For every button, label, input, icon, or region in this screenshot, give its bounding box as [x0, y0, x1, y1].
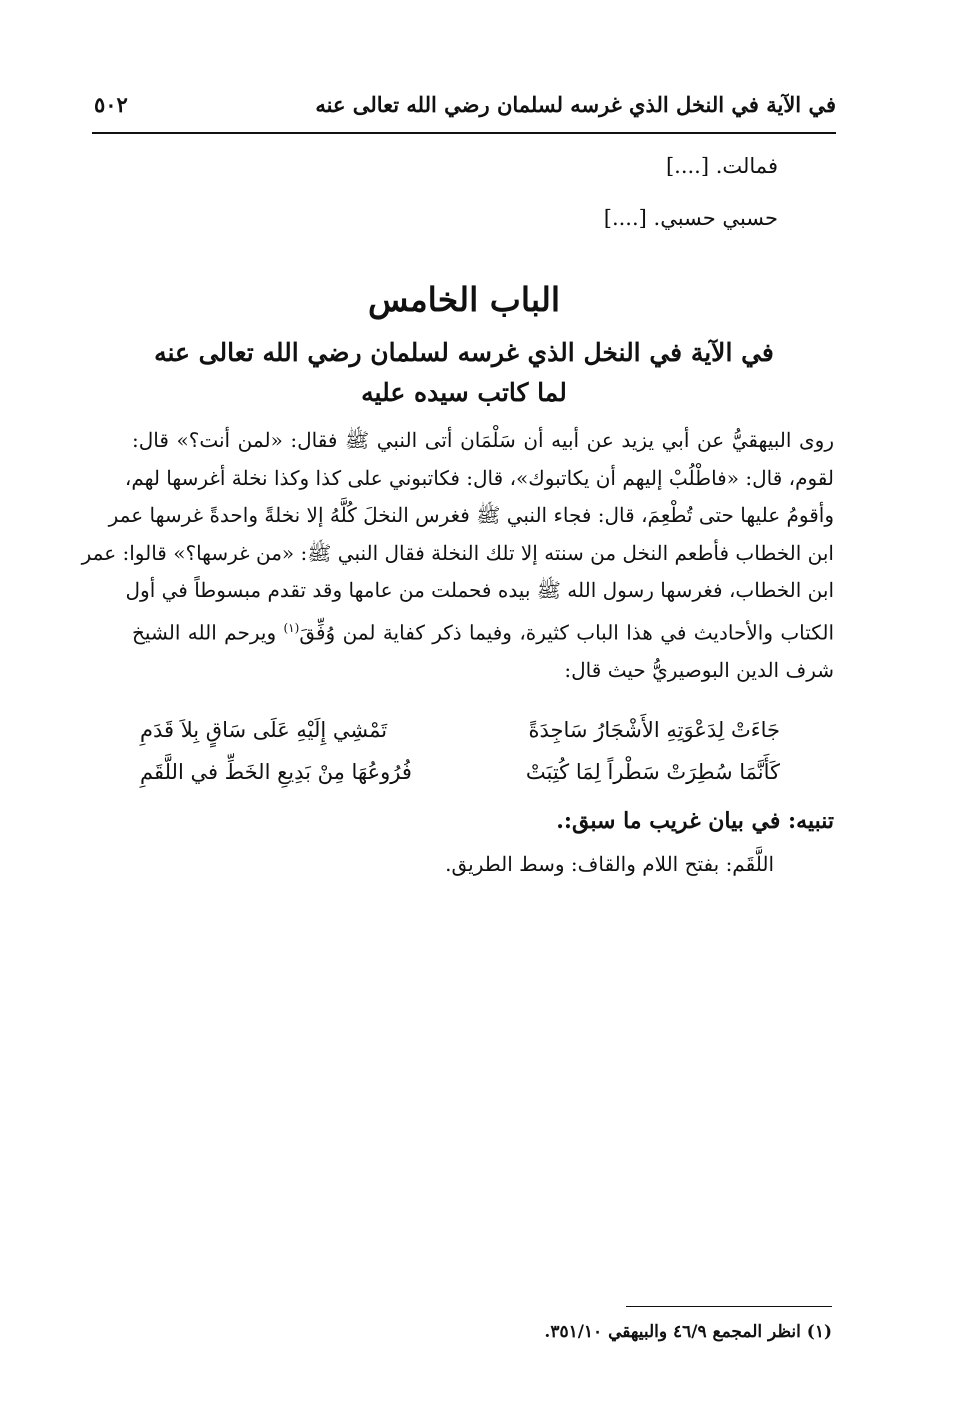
body-line-part: ويرحم الله الشيخ: [132, 620, 277, 645]
verse-second-hemistich: تَمْشِي إِلَيْهِ عَلَى سَاقٍ بِلاَ قَدَمِ: [140, 718, 388, 742]
body-line: ابن الخطاب، فغرسها رسول الله ﷺ بيده فحملت من عامها وقد تقدم مبسوطاً في أول: [125, 578, 834, 603]
body-line-part: الكتاب والأحاديث في هذا الباب كثيرة، وفيما ذكر كفاية لمن وُفِّقَ: [299, 620, 834, 645]
body-line: لقوم، قال: «فاطْلُبْ إليهم أن يكاتبوك»، قال: فكاتبوني على كذا وكذا نخلة أغرسها لهم،: [124, 465, 834, 490]
chapter-title: الباب الخامس: [367, 280, 561, 319]
page-number: ٥٠٢: [94, 92, 128, 117]
verse-first-hemistich: جَاءَتْ لِدَعْوَتِهِ الأَشْجَارُ سَاجِدَةً: [528, 718, 780, 742]
body-line: روى البيهقيُّ عن أبي يزيد عن أبيه أن سَلْمَان أتى النبي ﷺ فقال: «لمن أنت؟» قال:: [132, 428, 834, 452]
footnote: (١) انظر المجمع ٤٦/٩ والبيهقي ٣٥١/١٠.: [544, 1322, 832, 1342]
chapter-subtitle: في الآية في النخل الذي غرسه لسلمان رضي الله تعالى عنه: [154, 338, 774, 367]
gloss-entry: اللَّقَم: بفتح اللام والقاف: وسط الطريق.: [445, 852, 774, 876]
body-paragraph: [81, 422, 834, 690]
footnote-marker: (١): [283, 620, 300, 635]
intro-line: فمالت. [....]: [665, 154, 778, 178]
body-line: شرف الدين البوصيريُّ حيث قال:: [564, 658, 834, 683]
verse-first-hemistich: كَأَنَّمَا سُطِرَتْ سَطْراً لِمَا كُتِبَتْ: [525, 760, 780, 784]
page-header: [92, 84, 836, 134]
body-line: [132, 610, 834, 652]
body-line: وأقومُ عليها حتى تُطْعِمَ، قال: فجاء النبي ﷺ فغرس النخلَ كُلَّهُ إلا نخلةً واحدةً غرسها عمر: [108, 503, 834, 528]
intro-line: حسبي حسبي. [....]: [603, 206, 778, 230]
running-title: في الآية في النخل الذي غرسه لسلمان رضي الله تعالى عنه: [315, 92, 836, 117]
verse-second-hemistich: فُرُوعُهَا مِنْ بَدِيعِ الخَطِّ في اللَّقَمِ: [140, 760, 412, 784]
body-line: ابن الخطاب فأطعم النخل من سنته إلا تلك النخلة فقال النبي ﷺ: «من غرسها؟» قالوا: عمر: [81, 540, 834, 565]
footnote-divider: [626, 1306, 832, 1307]
notice-heading: تنبيه: في بيان غريب ما سبق:.: [556, 808, 834, 834]
chapter-subtitle: لما كاتب سيده عليه: [361, 378, 567, 407]
